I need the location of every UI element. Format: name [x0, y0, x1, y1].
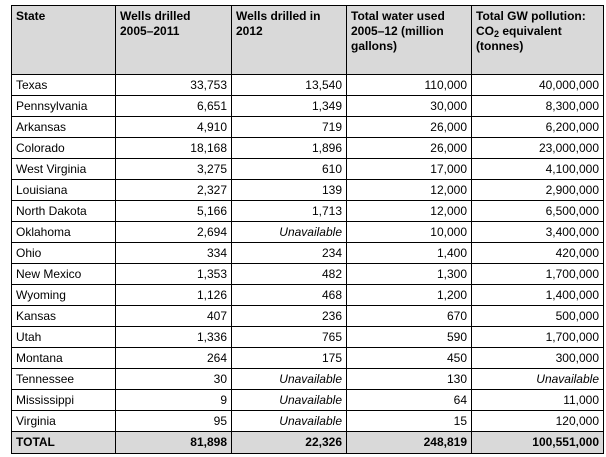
header-gw-pollution [472, 6, 604, 75]
cell-pollution: 300,000 [472, 348, 604, 369]
header-water-used: Total water used 2005–12 (million gallons) [347, 6, 472, 75]
cell-state: North Dakota [12, 201, 116, 222]
header-wells-2005-2011: Wells drilled 2005–2011 [116, 6, 232, 75]
cell-state: Kansas [12, 306, 116, 327]
total-label: TOTAL [12, 432, 116, 454]
cell-wells-2012: 610 [232, 159, 347, 180]
cell-wells-2005-2011: 9 [116, 390, 232, 411]
cell-wells-2012: 1,713 [232, 201, 347, 222]
header-gw-pollution-line2: equivalent [499, 24, 562, 38]
cell-state: Oklahoma [12, 222, 116, 243]
cell-water: 450 [347, 348, 472, 369]
cell-pollution: Unavailable [472, 369, 604, 390]
cell-state: Montana [12, 348, 116, 369]
cell-wells-2012: 236 [232, 306, 347, 327]
header-state: State [12, 6, 116, 75]
cell-wells-2005-2011: 33,753 [116, 75, 232, 96]
cell-water: 30,000 [347, 96, 472, 117]
cell-pollution: 1,700,000 [472, 327, 604, 348]
cell-water: 1,200 [347, 285, 472, 306]
table-row [12, 390, 604, 411]
cell-state: Wyoming [12, 285, 116, 306]
cell-state: Virginia [12, 411, 116, 432]
cell-wells-2005-2011: 334 [116, 243, 232, 264]
cell-water: 12,000 [347, 180, 472, 201]
table-row [12, 159, 604, 180]
table-row [12, 222, 604, 243]
table-row [12, 243, 604, 264]
cell-water: 10,000 [347, 222, 472, 243]
cell-pollution: 6,200,000 [472, 117, 604, 138]
cell-water: 15 [347, 411, 472, 432]
table-row [12, 306, 604, 327]
cell-wells-2005-2011: 95 [116, 411, 232, 432]
cell-pollution: 23,000,000 [472, 138, 604, 159]
cell-water: 64 [347, 390, 472, 411]
cell-wells-2005-2011: 30 [116, 369, 232, 390]
cell-wells-2012: 468 [232, 285, 347, 306]
header-gw-pollution-co2: CO [476, 24, 494, 38]
cell-state: Colorado [12, 138, 116, 159]
cell-water: 1,300 [347, 264, 472, 285]
cell-water: 26,000 [347, 117, 472, 138]
cell-state: Utah [12, 327, 116, 348]
cell-pollution: 40,000,000 [472, 75, 604, 96]
cell-pollution: 2,900,000 [472, 180, 604, 201]
cell-pollution: 11,000 [472, 390, 604, 411]
cell-state: Ohio [12, 243, 116, 264]
cell-water: 26,000 [347, 138, 472, 159]
cell-state: Mississippi [12, 390, 116, 411]
cell-wells-2012: 175 [232, 348, 347, 369]
table-body [12, 75, 604, 432]
total-pollution: 100,551,000 [472, 432, 604, 454]
cell-wells-2012: 1,349 [232, 96, 347, 117]
total-wells-2012: 22,326 [232, 432, 347, 454]
cell-pollution: 120,000 [472, 411, 604, 432]
total-wells-2005-2011: 81,898 [116, 432, 232, 454]
cell-state: Louisiana [12, 180, 116, 201]
table-row [12, 138, 604, 159]
cell-state: Tennessee [12, 369, 116, 390]
cell-water: 130 [347, 369, 472, 390]
cell-wells-2012: Unavailable [232, 390, 347, 411]
cell-wells-2005-2011: 2,327 [116, 180, 232, 201]
header-row [12, 6, 604, 75]
cell-water: 17,000 [347, 159, 472, 180]
table-row [12, 348, 604, 369]
cell-wells-2005-2011: 5,166 [116, 201, 232, 222]
cell-wells-2005-2011: 1,126 [116, 285, 232, 306]
table-row [12, 201, 604, 222]
cell-wells-2005-2011: 264 [116, 348, 232, 369]
cell-pollution: 4,100,000 [472, 159, 604, 180]
table-row [12, 180, 604, 201]
table-row [12, 117, 604, 138]
cell-pollution: 1,700,000 [472, 264, 604, 285]
cell-wells-2012: 234 [232, 243, 347, 264]
cell-state: New Mexico [12, 264, 116, 285]
total-water: 248,819 [347, 432, 472, 454]
cell-pollution: 3,400,000 [472, 222, 604, 243]
cell-pollution: 420,000 [472, 243, 604, 264]
cell-pollution: 1,400,000 [472, 285, 604, 306]
header-wells-2012: Wells drilled in 2012 [232, 6, 347, 75]
cell-wells-2005-2011: 1,353 [116, 264, 232, 285]
header-gw-pollution-unit: (tonnes) [476, 39, 524, 53]
table-row [12, 285, 604, 306]
cell-wells-2005-2011: 6,651 [116, 96, 232, 117]
cell-state: Texas [12, 75, 116, 96]
cell-wells-2012: Unavailable [232, 369, 347, 390]
cell-wells-2012: 13,540 [232, 75, 347, 96]
cell-wells-2005-2011: 3,275 [116, 159, 232, 180]
cell-state: Pennsylvania [12, 96, 116, 117]
cell-wells-2005-2011: 18,168 [116, 138, 232, 159]
cell-wells-2012: Unavailable [232, 411, 347, 432]
cell-water: 12,000 [347, 201, 472, 222]
cell-state: Arkansas [12, 117, 116, 138]
table-row [12, 411, 604, 432]
table-container [11, 5, 604, 454]
cell-wells-2005-2011: 2,694 [116, 222, 232, 243]
cell-water: 110,000 [347, 75, 472, 96]
cell-wells-2012: 1,896 [232, 138, 347, 159]
cell-pollution: 8,300,000 [472, 96, 604, 117]
cell-wells-2005-2011: 1,336 [116, 327, 232, 348]
cell-wells-2012: Unavailable [232, 222, 347, 243]
table-row [12, 75, 604, 96]
total-row [12, 432, 604, 454]
cell-state: West Virginia [12, 159, 116, 180]
cell-wells-2012: 139 [232, 180, 347, 201]
table-row [12, 96, 604, 117]
table-row [12, 327, 604, 348]
header-gw-pollution-line1: Total GW pollution: [476, 9, 586, 23]
fracking-data-table [11, 5, 604, 454]
cell-pollution: 500,000 [472, 306, 604, 327]
cell-water: 670 [347, 306, 472, 327]
cell-wells-2012: 719 [232, 117, 347, 138]
cell-water: 1,400 [347, 243, 472, 264]
cell-water: 590 [347, 327, 472, 348]
header-gw-pollution-sub: 2 [494, 29, 500, 39]
cell-wells-2005-2011: 4,910 [116, 117, 232, 138]
cell-wells-2005-2011: 407 [116, 306, 232, 327]
cell-wells-2012: 765 [232, 327, 347, 348]
cell-pollution: 6,500,000 [472, 201, 604, 222]
table-row [12, 264, 604, 285]
cell-wells-2012: 482 [232, 264, 347, 285]
table-row [12, 369, 604, 390]
